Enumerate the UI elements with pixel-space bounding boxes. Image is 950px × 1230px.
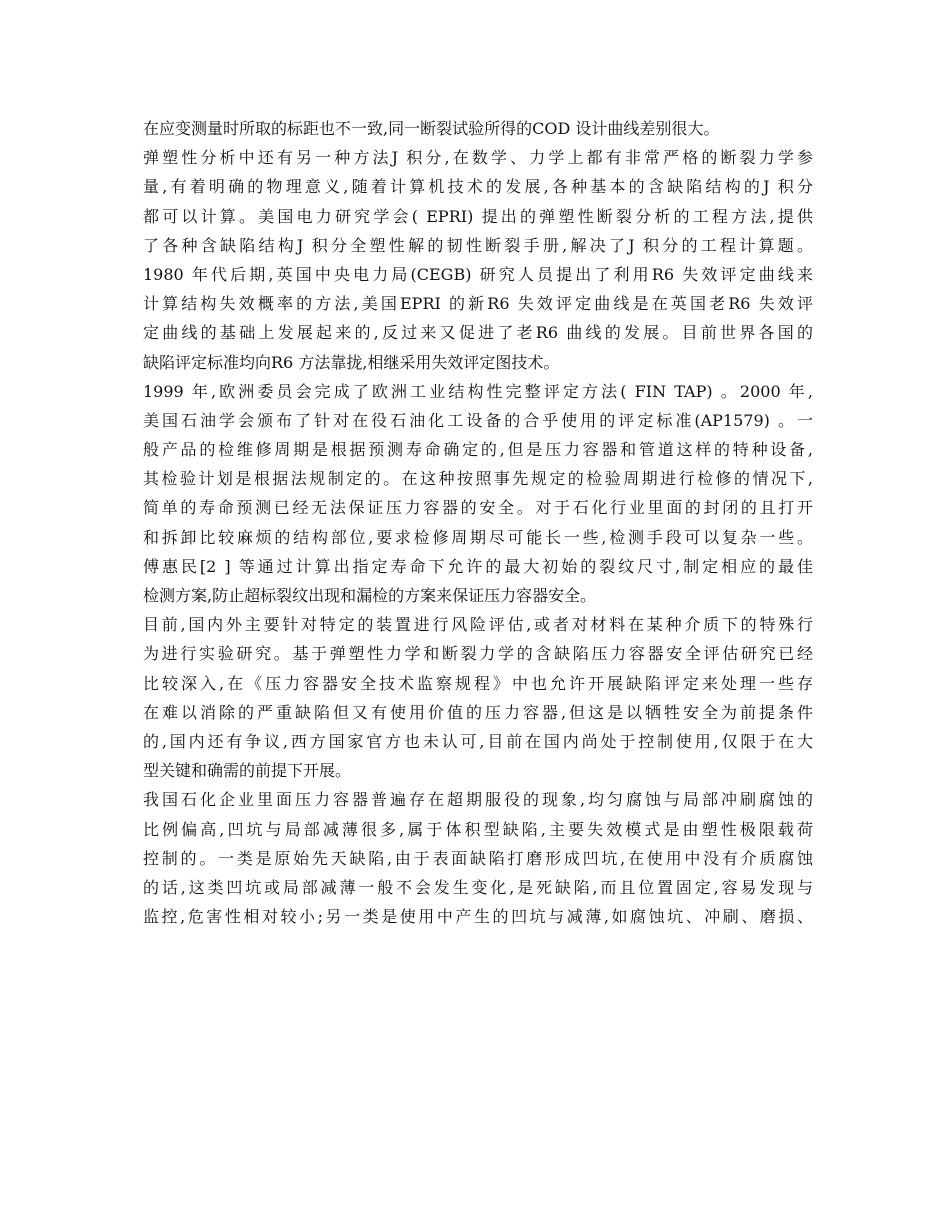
text-line-15: 和拆卸比较麻烦的结构部位,要求检修周期尽可能长一些,检测手段可以复杂一些。 <box>143 527 813 547</box>
text-line-11: 美国石油学会颁布了针对在役石油化工设备的合乎使用的评定标准(AP1579) 。一 <box>143 410 813 430</box>
text-line-21: 在难以消除的严重缺陷但又有使用价值的压力容器,但这是以牺牲安全为前提条件 <box>143 702 813 722</box>
text-line-20: 比较深入,在《压力容器安全技术监察规程》中也允许开展缺陷评定来处理一些存 <box>143 673 813 693</box>
text-line-12: 般产品的检维修周期是根据预测寿命确定的,但是压力容器和管道这样的特种设备, <box>143 440 813 460</box>
text-line-27: 的话,这类凹坑或局部减薄一般不会发生变化,是死缺陷,而且位置固定,容易发现与 <box>143 877 813 897</box>
text-line-25: 比例偏高,凹坑与局部减薄很多,属于体积型缺陷,主要失效模式是由塑性极限载荷 <box>143 819 813 839</box>
text-line-17: 检测方案,防止超标裂纹出现和漏检的方案来保证压力容器安全。 <box>143 586 597 605</box>
text-line-9: 缺陷评定标准均向R6 方法靠拢,相继采用失效评定图技术。 <box>143 352 560 372</box>
text-line-26: 控制的。一类是原始先天缺陷,由于表面缺陷打磨形成凹坑,在使用中没有介质腐蚀 <box>143 848 813 868</box>
text-line-22: 的,国内还有争议,西方国家官方也未认可,目前在国内尚处于控制使用,仅限于在大 <box>143 731 813 751</box>
text-line-24: 我国石化企业里面压力容器普遍存在超期服役的现象,均匀腐蚀与局部冲刷腐蚀的 <box>143 790 813 810</box>
text-line-16: 傅惠民[2 ] 等通过计算出指定寿命下允许的最大初始的裂纹尺寸,制定相应的最佳 <box>143 556 813 576</box>
text-line-28: 监控,危害性相对较小;另一类是使用中产生的凹坑与减薄,如腐蚀坑、冲刷、磨损、 <box>143 907 813 927</box>
text-line-23: 型关键和确需的前提下开展。 <box>143 761 352 781</box>
text-line-2: 弹塑性分析中还有另一种方法J 积分,在数学、力学上都有非常严格的断裂力学参 <box>143 148 813 168</box>
text-line-14: 简单的寿命预测已经无法保证压力容器的安全。对于石化行业里面的封闭的且打开 <box>143 498 813 518</box>
text-line-18: 目前,国内外主要针对特定的装置进行风险评估,或者对材料在某种介质下的特殊行 <box>143 615 813 635</box>
text-line-8: 定曲线的基础上发展起来的,反过来又促进了老R6 曲线的发展。目前世界各国的 <box>143 323 813 343</box>
text-line-6: 1980 年代后期,英国中央电力局(CEGB) 研究人员提出了利用R6 失效评定曲线来 <box>143 264 813 284</box>
text-line-5: 了各种含缺陷结构J 积分全塑性解的韧性断裂手册,解决了J 积分的工程计算题。 <box>143 235 813 255</box>
text-line-3: 量,有着明确的物理意义,随着计算机技术的发展,各种基本的含缺陷结构的J 积分 <box>143 177 813 197</box>
document-body <box>143 114 813 931</box>
text-line-4: 都可以计算。美国电力研究学会( EPRI) 提出的弹塑性断裂分析的工程方法,提供 <box>143 206 813 226</box>
text-line-1: 在应变测量时所取的标距也不一致,同一断裂试验所得的COD 设计曲线差别很大。 <box>143 119 720 138</box>
text-line-7: 计算结构失效概率的方法,美国EPRI 的新R6 失效评定曲线是在英国老R6 失效评 <box>143 294 813 314</box>
text-line-10: 1999 年,欧洲委员会完成了欧洲工业结构性完整评定方法( FIN TAP) 。2000 年, <box>143 381 813 401</box>
text-line-13: 其检验计划是根据法规制定的。在这种按照事先规定的检验周期进行检修的情况下, <box>143 469 813 489</box>
text-line-19: 为进行实验研究。基于弹塑性力学和断裂力学的含缺陷压力容器安全评估研究已经 <box>143 644 813 664</box>
